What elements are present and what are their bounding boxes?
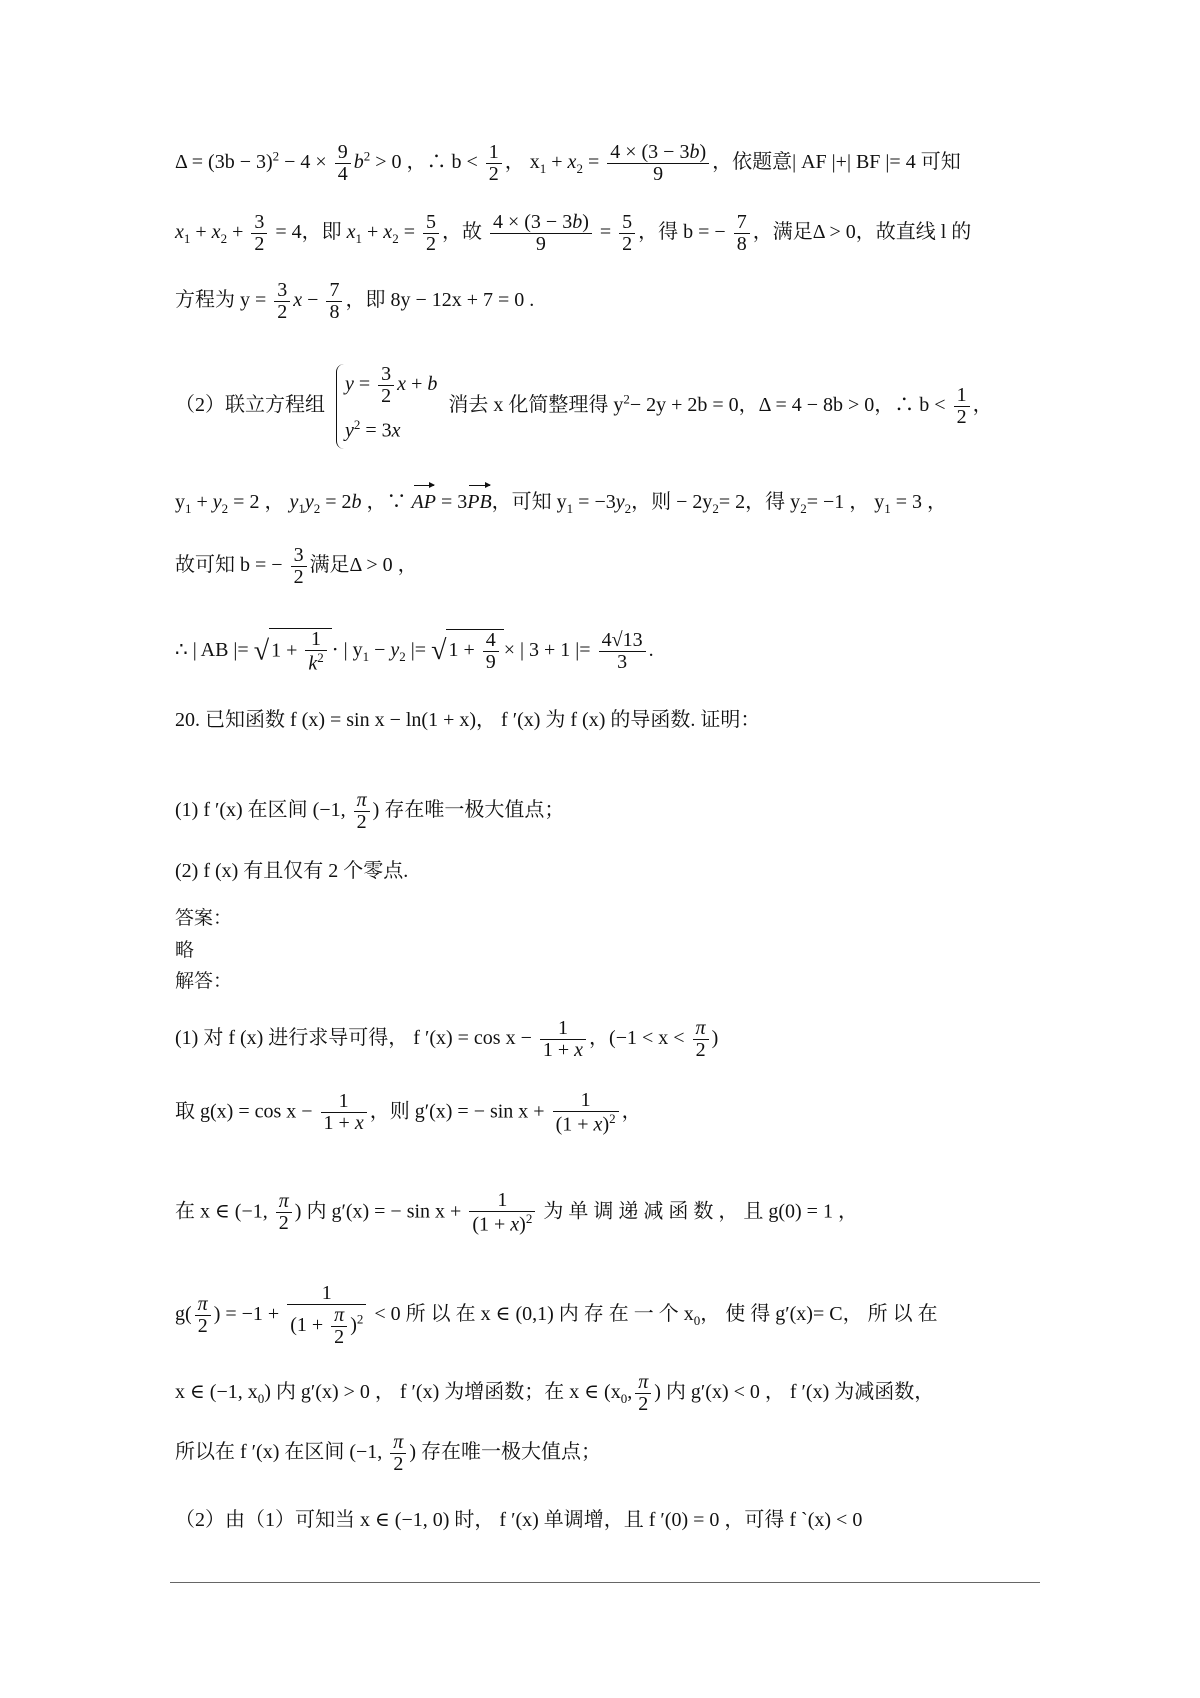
question-20-part-1 xyxy=(175,790,1040,833)
text: ∴ | AB |= xyxy=(175,638,249,661)
solution-20-line-4: g( $\frac{\pi}{2}$ ) = −1 + 1 (1 + $\frac{\pi}{2}$ )$^2$ < 0 所 以 在 x ∈ (0,1) 内 存 在 一 个 $x_0$， 使 得 g′(x)= C， 所 以 在 xyxy=(175,1282,938,1348)
solution-line-4: （2）联立方程组 y = $\frac{3}{2}$ x + b $y^2 = 3x$ 消去 x 化简整理得 $y^2- 2y + 2b = 0$，Δ = 4 − 8b > 0，∴ b < $\frac{1}{2}$ ， xyxy=(175,364,1040,449)
text: ， 使 得 g′(x)= C， 所 以 在 xyxy=(700,1303,938,1326)
text: 消去 x 化简整理得 y xyxy=(448,393,624,416)
fraction: $\frac{1}{(1 + x)^2}$ xyxy=(469,1190,535,1236)
text: （2）由（1）可知当 x ∈ (−1, 0) 时， f ′(x) 单调增，且 f ′(0) = 0 ，可得 f ˋ(x) < 0 xyxy=(175,1509,863,1531)
text: 20. 已知函数 f (x) = sin x − ln(1 + x)， f ′(x) 为 f (x) 的导函数. 证明： xyxy=(175,709,761,731)
text: 为 单 调 递 减 函 数 ， 且 g(0) = 1 ， xyxy=(543,1200,858,1223)
text: (1) 对 f (x) 进行求导可得， f ′(x) = cos x − xyxy=(175,1027,532,1050)
vector-pb: PB xyxy=(467,483,491,515)
text: ，故 xyxy=(441,221,482,244)
square-root: √ 1 + $\frac{1}{k^2}$ xyxy=(254,628,332,675)
fraction: $\frac{3}{2}$ xyxy=(274,280,290,323)
text: 取 g(x) = cos x − xyxy=(175,1100,313,1123)
fraction: 1 (1 + $\frac{\pi}{2}$ )$^2$ xyxy=(287,1283,366,1348)
text: 略 xyxy=(175,939,195,961)
question-20-part-2 xyxy=(175,858,1040,884)
text: g( xyxy=(175,1303,192,1326)
text: ，满足Δ > 0，故直线 l 的 xyxy=(752,221,972,244)
solution-20-line-1: (1) 对 f (x) 进行求导可得， f ′(x) = cos x − $\frac{1}{1 + x}$ ，(−1 < x < $\frac{\pi}{2}$ ) xyxy=(175,1017,719,1061)
text: 所以在 f ′(x) 在区间 (−1, xyxy=(175,1441,383,1464)
fraction: $\frac{1}{1 + x}$ xyxy=(321,1091,367,1134)
vector-ap: AP xyxy=(412,483,436,515)
fraction: $\frac{4 \times (3 - 3b)}{9}$ xyxy=(490,212,592,255)
text: ) = −1 + xyxy=(213,1303,280,1326)
fraction: $\frac{\pi}{2}$ xyxy=(195,1294,211,1337)
solution-20-line-3 xyxy=(175,1190,1040,1236)
fraction: $\frac{7}{8}$ xyxy=(734,212,750,255)
fraction: $\frac{3}{2}$ xyxy=(291,545,307,588)
question-20 xyxy=(175,707,1040,733)
text: ，则 − 2y xyxy=(631,491,713,513)
fraction: $\frac{1}{1 + x}$ xyxy=(540,1018,586,1061)
text: 故可知 b = − xyxy=(175,554,283,577)
text: = −1 ， y xyxy=(806,491,885,513)
text: ) 内 g′(x) = − sin x + xyxy=(294,1200,462,1223)
text: 解答： xyxy=(175,970,233,992)
text: < 0 所 以 在 x ∈ (0,1) 内 存 在 一 个 x xyxy=(374,1303,694,1326)
text: ) 内 g′(x) > 0 ， f ′(x) 为增函数；在 x ∈ (x xyxy=(264,1381,621,1404)
fraction: $\frac{4√13}{3}$ xyxy=(599,630,646,673)
solution-line-6 xyxy=(175,545,1040,588)
text: (2) f (x) 有且仅有 2 个零点. xyxy=(175,860,409,882)
solution-20-line-6 xyxy=(175,1432,1040,1475)
fraction: $\frac{\pi}{2}$ xyxy=(390,1432,406,1475)
text: ) 存在唯一极大值点； xyxy=(409,1441,601,1464)
text: ，可知 y xyxy=(491,491,567,513)
text: ⋅ | y xyxy=(331,638,363,661)
text: ，即 8y − 12x + 7 = 0 . xyxy=(345,289,535,312)
text: ，(−1 < x < xyxy=(589,1027,685,1050)
fraction: $\frac{1}{2}$ xyxy=(954,385,970,428)
fraction: $\frac{7}{8}$ xyxy=(326,280,342,323)
fraction: $\frac{\pi}{2}$ xyxy=(693,1018,709,1061)
text: 答案： xyxy=(175,907,233,929)
fraction: $\frac{1}{(1 + x)^2}$ xyxy=(553,1090,619,1136)
fraction: $\frac{\pi}{2}$ xyxy=(276,1191,292,1234)
solution-label xyxy=(175,968,1040,994)
solution-line-2: $x_1 + x_2$ + $\frac{3}{2}$ = 4，即 $x_1 + x_2$ = $\frac{5}{2}$ ，故 $\frac{4 \times (3 - 3b)}{9}$ = $\frac{5}{2}$ ，得 b = − $\frac{7}{8}$ ，满足Δ > 0，故直线 l 的 xyxy=(175,211,972,255)
fraction: $\frac{3}{2}$ xyxy=(251,212,267,255)
text: 依题意| AF |+| BF |= 4 可知 xyxy=(732,151,961,174)
text: × | 3 + 1 |= xyxy=(503,638,591,661)
solution-20-line-2: 取 g(x) = cos x − $\frac{1}{1 + x}$ ，则 g′(x) = − sin x + $\frac{1}{(1 + x)^2}$ ， xyxy=(175,1089,642,1136)
text: ，得 b = − xyxy=(638,221,726,244)
solution-20-line-7 xyxy=(175,1507,1040,1533)
fraction: $\frac{\pi}{2}$ xyxy=(354,790,370,833)
text: y xyxy=(175,491,185,513)
footer-divider xyxy=(170,1582,1040,1583)
fraction: $\frac{\pi}{2}$ xyxy=(635,1372,651,1415)
solution-20-line-5: x ∈ (−1, $x_0$) 内 g′(x) > 0 ， f ′(x) 为增函数；在 x ∈ ($x_0$, $\frac{\pi}{2}$ ) 内 g′(x) < 0 ， f ′(x) 为减函数， xyxy=(175,1371,935,1415)
text: Δ = (3b − 3) xyxy=(175,151,273,174)
fraction: $\frac{5}{2}$ xyxy=(423,212,439,255)
solution-line-5: $y_1 + y_2 = 2$ ， $y_1y_2 = 2b$ ，∵ AP = 3PB，可知 $y_1 = -3y_2$，则 − $2y_2= 2$，得 $y_2= -1$ ， $y_1 = 3$ ， xyxy=(175,483,1040,522)
fraction: $\frac{9}{4}$ xyxy=(335,142,351,185)
text: （2）联立方程组 xyxy=(175,393,325,416)
fraction: $\frac{5}{2}$ xyxy=(619,212,635,255)
solution-line-3: 方程为 y = $\frac{3}{2}$ x − $\frac{7}{8}$ ，即 8y − 12x + 7 = 0 . xyxy=(175,279,535,323)
text: ) 存在唯一极大值点； xyxy=(372,799,565,822)
fraction: $\frac{4 \times (3 - 3b)}{9}$ xyxy=(607,142,709,185)
text: ，则 g′(x) = − sin x + xyxy=(369,1100,545,1123)
text: 满足Δ > 0 ， xyxy=(309,554,418,577)
text: 在 x ∈ (−1, xyxy=(175,1200,268,1223)
answer-value xyxy=(175,937,1040,963)
text: 方程为 y = xyxy=(175,289,267,312)
answer-label xyxy=(175,905,1040,931)
text: − 4 × xyxy=(284,151,327,174)
fraction: $\frac{1}{2}$ xyxy=(486,142,502,185)
text: = 4，即 xyxy=(275,221,342,244)
text: > 0 ，∴ b < xyxy=(375,151,478,174)
text: − 2y + 2b = 0，Δ = 4 − 8b > 0，∴ b < xyxy=(629,393,946,416)
text: = 2，得 y xyxy=(718,491,801,513)
text: x ∈ (−1, x xyxy=(175,1381,258,1404)
text: ， x xyxy=(504,151,540,174)
equation-system: y = $\frac{3}{2}$ x + b $y^2 = 3x$ xyxy=(336,364,437,449)
square-root: √ 1 + $\frac{4}{9}$ xyxy=(431,629,504,673)
text: (1) f ′(x) 在区间 (−1, xyxy=(175,799,346,822)
solution-line-1: $\Delta = (3b - 3)^2 - 4$ × $\frac{9}{4}$ $b^2 > 0$ ，∴ b < $\frac{1}{2}$ ， $x_1 + x_2$ = $\frac{4 \times (3 - 3b)}{9}$ ，依题意| AF |+| BF |= 4 可知 xyxy=(175,141,961,185)
solution-line-7: ∴ | AB |= √ 1 + $\frac{1}{k^2}$ ⋅ | $y_1 - y_2$ |= √ 1 + $\frac{4}{9}$ × | 3 + 1 |= $\frac{4√13}{3}$ . xyxy=(175,628,654,675)
text: ) 内 g′(x) < 0 ， f ′(x) 为减函数， xyxy=(654,1381,935,1404)
